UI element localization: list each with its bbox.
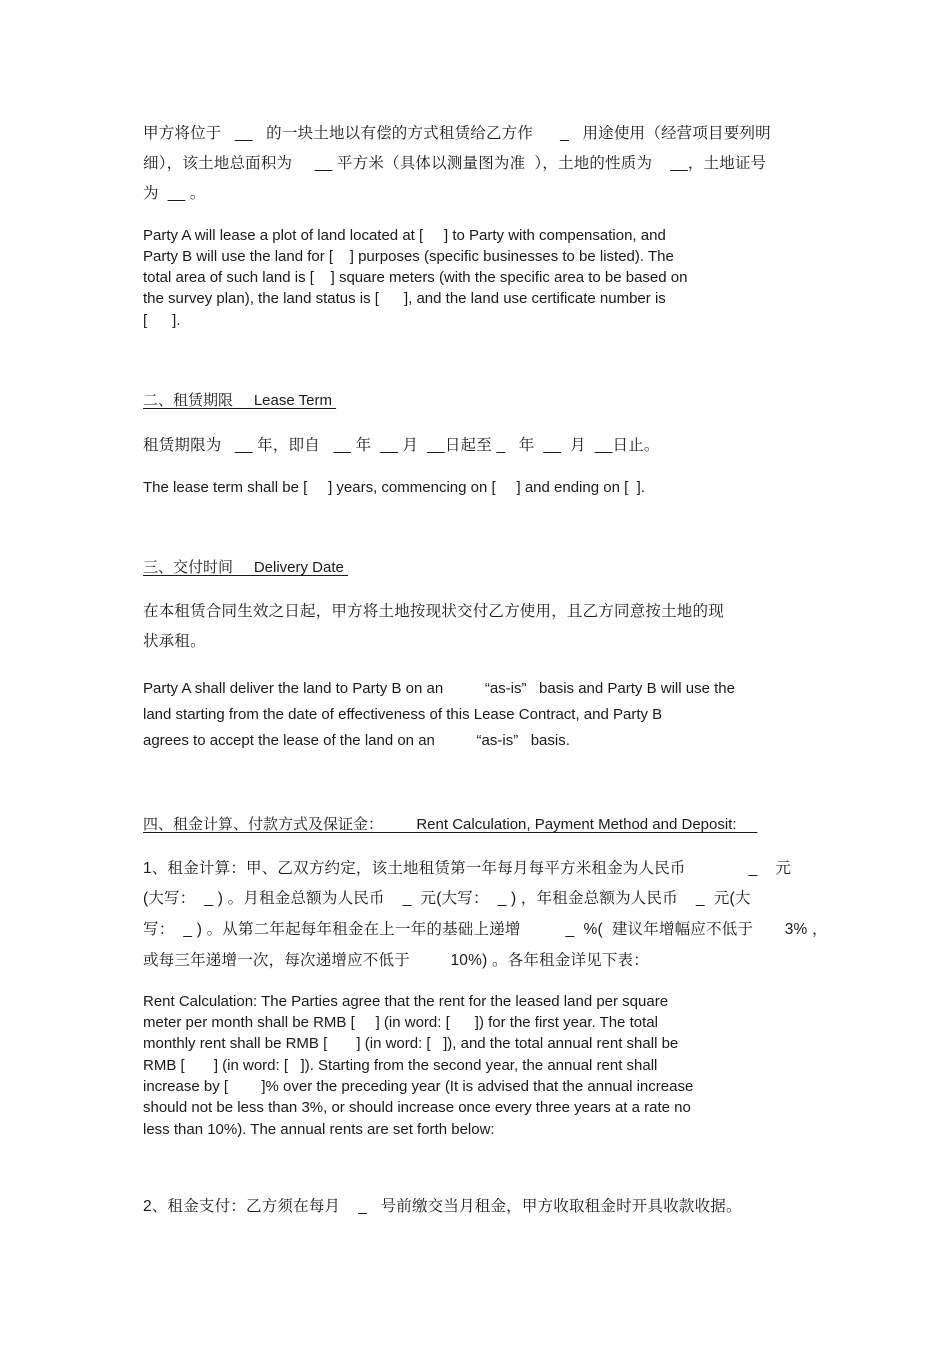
- en-delivery: land starting from the date of effectiveness of this Lease Contract, and Party B: [143, 706, 663, 723]
- cn-rent-calc: 1、租金计算：甲、乙双方约定，该土地租赁第一年每月每平方米租金为人民币 _ 元: [143, 860, 792, 877]
- en-delivery: Party A shall deliver the land to Party B on an “as-is” basis and Party B will use the: [143, 680, 735, 697]
- en-clause-line: total area of such land is [ ] square meters (with the specific area to be based on: [143, 269, 688, 286]
- en-rent-calc: should not be less than 3%, or should increase once every three years at a rate no: [143, 1099, 691, 1116]
- cn-lease-term: 租赁期限为 __ 年，即自 __ 年 __ 月 __日起至 _ 年 __ 月 __日止。: [143, 437, 660, 454]
- en-rent-calc: increase by [ ]% over the preceding year (It is advised that the annual increase: [143, 1078, 694, 1095]
- section-heading-rent: 四、租金计算、付款方式及保证金： Rent Calculation, Payment Method and Deposit:: [143, 816, 758, 833]
- en-rent-calc: monthly rent shall be RMB [ ] (in word: [ ]), and the total annual rent shall be: [143, 1035, 679, 1052]
- cn-clause-land-location: 甲方将位于 __ 的一块土地以有偿的方式租赁给乙方作 _ 用途使用（经营项目要列明: [143, 125, 771, 142]
- en-rent-calc: meter per month shall be RMB [ ] (in word: [ ]) for the first year. The total: [143, 1014, 658, 1031]
- en-lease-term: The lease term shall be [ ] years, commencing on [ ] and ending on [ ].: [143, 479, 645, 496]
- cn-delivery: 状承租。: [143, 633, 206, 650]
- en-clause-line: [ ].: [143, 312, 181, 329]
- en-clause-line: Party A will lease a plot of land located at [ ] to Party with compensation, and: [143, 227, 666, 244]
- cn-rent-calc: 写： _ ) 。从第二年起每年租金在上一年的基础上递增 _ %( 建议年增幅应不低于 3% ，: [143, 921, 828, 938]
- cn-rent-calc: (大写： _ ) 。月租金总额为人民币 _ 元(大写： _ ) ，年租金总额为人民币 _ 元(大: [143, 890, 751, 907]
- en-clause-line: the survey plan), the land status is [ ], and the land use certificate number is: [143, 290, 666, 307]
- cn-rent-calc: 或每三年递增一次，每次递增应不低于 10%) 。各年租金详见下表：: [143, 952, 649, 969]
- section-heading-delivery-date: 三、交付时间 Delivery Date: [143, 559, 349, 576]
- en-rent-calc: RMB [ ] (in word: [ ]). Starting from the second year, the annual rent shall: [143, 1057, 658, 1074]
- en-rent-calc: less than 10%). The annual rents are set forth below:: [143, 1121, 495, 1138]
- en-delivery: agrees to accept the lease of the land on an “as-is” basis.: [143, 732, 570, 749]
- en-clause-line: Party B will use the land for [ ] purposes (specific businesses to be listed). The: [143, 248, 674, 265]
- cn-rent-payment: 2、租金支付：乙方须在每月 _ 号前缴交当月租金，甲方收取租金时开具收款收据。: [143, 1198, 742, 1215]
- en-rent-calc: Rent Calculation: The Parties agree that the rent for the leased land per square: [143, 993, 669, 1010]
- cn-clause-land-area: 细），该土地总面积为 __ 平方米（具体以测量图为准 ），土地的性质为 __，土地证号: [143, 155, 767, 172]
- section-heading-lease-term: 二、租赁期限 Lease Term: [143, 392, 337, 409]
- cn-delivery: 在本租赁合同生效之日起，甲方将土地按现状交付乙方使用，且乙方同意按土地的现: [143, 603, 724, 620]
- cn-clause-certificate: 为 __ 。: [143, 185, 206, 202]
